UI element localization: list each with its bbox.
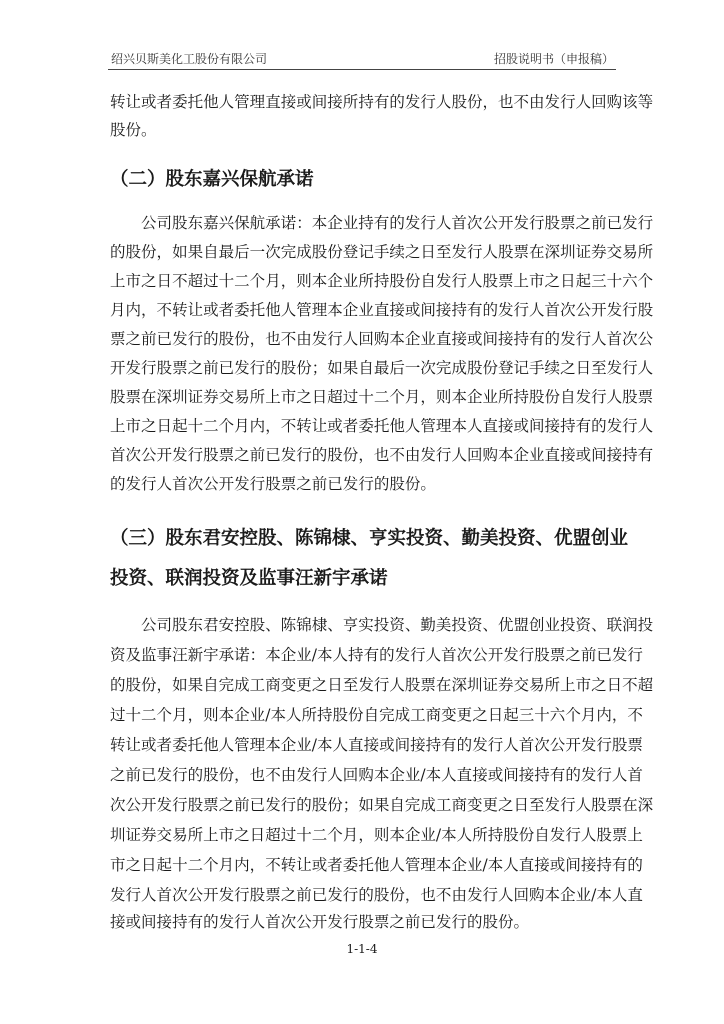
- section2-line: 首次公开发行股票之前已发行的股份，也不由发行人回购本企业直接或间接持有: [110, 446, 654, 464]
- intro-line: 股份。: [110, 121, 157, 139]
- section2-heading: （二）股东嘉兴保航承诺: [110, 169, 314, 190]
- section2-line: 上市之日起十二个月内，不转让或者委托他人管理本人直接或间接持有的发行人: [110, 417, 654, 435]
- section2-line: 的发行人首次公开发行股票之前已发行的股份。: [110, 475, 436, 493]
- section3-line: 转让或者委托他人管理本企业/本人直接或间接持有的发行人首次公开发行股票: [110, 736, 643, 754]
- section2-line: 上市之日不超过十二个月，则本企业所持股份自发行人股票上市之日起三十六个: [110, 272, 654, 290]
- section3-line: 圳证券交易所上市之日超过十二个月，则本企业/本人所持股份自发行人股票上: [110, 826, 643, 844]
- section3-line: 公司股东君安控股、陈锦棣、亨实投资、勤美投资、优盟创业投资、联润投: [141, 616, 654, 634]
- section2-line: 票之前已发行的股份，也不由发行人回购本企业直接或间接持有的发行人首次公: [110, 330, 654, 348]
- page-header: [108, 50, 616, 68]
- section2-line: 月内，不转让或者委托他人管理本企业直接或间接持有的发行人首次公开发行股: [110, 301, 654, 319]
- section3-heading: （三）股东君安控股、陈锦棣、亨实投资、勤美投资、优盟创业: [110, 528, 629, 549]
- section2-line: 股票在深圳证券交易所上市之日超过十二个月，则本企业所持股份自发行人股票: [110, 388, 654, 406]
- section3-line: 接或间接持有的发行人首次公开发行股票之前已发行的股份。: [110, 913, 530, 931]
- section3-line: 的股份，如果自完成工商变更之日至发行人股票在深圳证券交易所上市之日不超: [110, 676, 654, 694]
- header-rule: [108, 69, 616, 70]
- section3-line: 次公开发行股票之前已发行的股份；如果自完成工商变更之日至发行人股票在深: [110, 796, 654, 814]
- header-doc-title: 招股说明书（申报稿）: [493, 52, 614, 66]
- page-number: 1-1-4: [346, 942, 378, 956]
- section3-line: 资及监事汪新宇承诺：本企业/本人持有的发行人首次公开发行股票之前已发行: [110, 646, 643, 664]
- section2-line: 公司股东嘉兴保航承诺：本企业持有的发行人首次公开发行股票之前已发行: [141, 214, 654, 232]
- section2-line: 的股份，如果自最后一次完成股份登记手续之日至发行人股票在深圳证券交易所: [110, 243, 654, 261]
- section3-line: 之前已发行的股份，也不由发行人回购本企业/本人直接或间接持有的发行人首: [110, 766, 643, 784]
- header-company: 绍兴贝斯美化工股份有限公司: [111, 52, 268, 66]
- section3-line: 市之日起十二个月内，不转让或者委托他人管理本企业/本人直接或间接持有的: [110, 856, 643, 874]
- intro-line: 转让或者委托他人管理直接或间接所持有的发行人股份，也不由发行人回购该等: [110, 93, 654, 111]
- section3-line: 过十二个月，则本企业/本人所持股份自完成工商变更之日起三十六个月内，不: [110, 706, 643, 724]
- section3-heading: 投资、联润投资及监事汪新宇承诺: [110, 568, 388, 589]
- section2-line: 开发行股票之前已发行的股份；如果自最后一次完成股份登记手续之日至发行人: [110, 359, 654, 377]
- section3-line: 发行人首次公开发行股票之前已发行的股份，也不由发行人回购本企业/本人直: [110, 886, 643, 904]
